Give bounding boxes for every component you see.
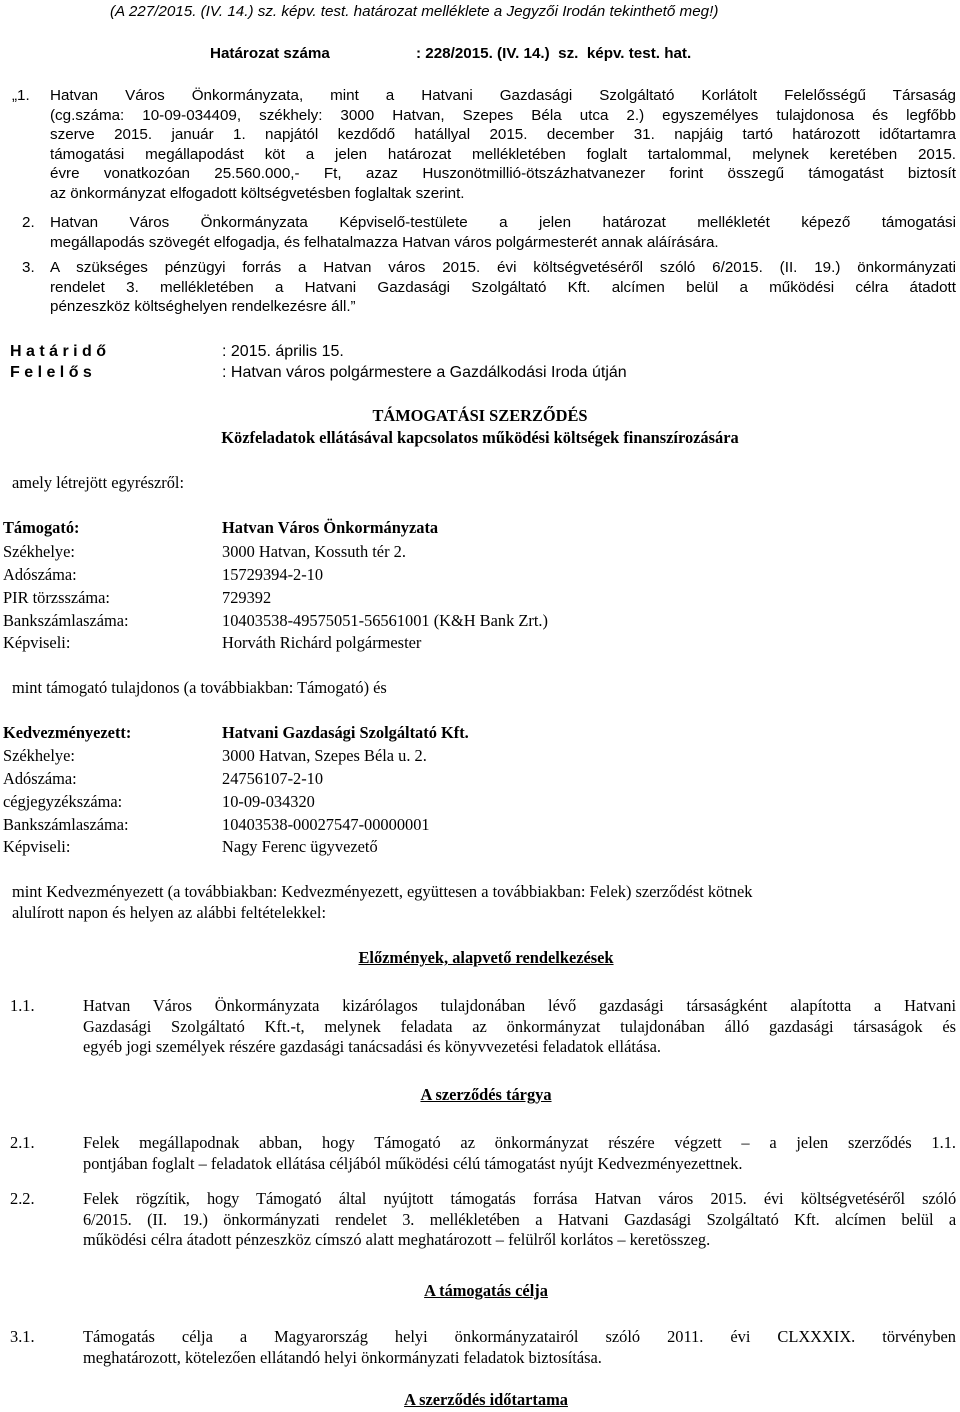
beneficiary-key: cégjegyzékszáma: — [3, 792, 123, 811]
point-text — [50, 86, 956, 204]
closing-line: mint Kedvezményezett (a továbbiakban: Kedvezményezett, együttesen a továbbiakban: Felek) szerződést kötnek — [12, 882, 753, 901]
clause-2-1 — [10, 1133, 956, 1177]
point-line: évre vonatkozóan 25.560.000,- Ft, azaz Huszonötmillió-ötszázhatvanezer forint összegű támogatást biztosít — [50, 165, 956, 183]
supporter-closing: mint támogató tulajdonos (a továbbiakban: Támogató) és — [12, 678, 387, 697]
resolution-point-1 — [12, 86, 956, 206]
clause-line: 6/2015. (II. 19.) önkormányzati rendelet 3. mellékletében a Hatvani Gazdasági Szolgáltató Kft. alcímen belül a — [83, 1209, 956, 1229]
contract-subtitle: Közfeladatok ellátásával kapcsolatos működési költségek finanszírozására — [221, 428, 739, 447]
clause-number: 2.2. — [10, 1189, 35, 1208]
beneficiary-value: 10403538-00027547-00000001 — [222, 815, 430, 834]
header-note: (A 227/2015. (IV. 14.) sz. képv. test. határozat melléklete a Jegyzői Irodán tekinthető meg!) — [110, 3, 719, 20]
supporter-key: Képviseli: — [3, 633, 71, 652]
clause-line: Támogatás célja a Magyarország helyi önkormányzatairól szóló 2011. évi CLXXXIX. törvényben — [83, 1327, 956, 1346]
responsible-value: : Hatvan város polgármestere a Gazdálkodási Iroda útján — [222, 364, 627, 381]
clause-3-1 — [10, 1327, 956, 1371]
contract-title: TÁMOGATÁSI SZERZŐDÉS — [372, 406, 588, 425]
supporter-value: 729392 — [222, 588, 272, 607]
section-heading: A támogatás célja — [424, 1281, 548, 1300]
closing-line: alulírott napon és helyen az alábbi feltételekkel: — [12, 902, 327, 922]
supporter-key: Bankszámlaszáma: — [3, 611, 129, 630]
point-line: A szükséges pénzügyi forrás a Hatvan város 2015. évi költségvetéséről szóló 6/2015. (II. 19.) önkormányzati — [50, 259, 956, 276]
clause-line: Felek megállapodnak abban, hogy Támogató az önkormányzat részére végzett – a jelen szerződés 1.1. — [83, 1133, 956, 1152]
supporter-value: Hatvan Város Önkormányzata — [222, 518, 439, 537]
supporter-key: Adószáma: — [3, 565, 77, 584]
point-text — [50, 213, 956, 252]
supporter-key: Székhelye: — [3, 542, 75, 561]
point-line: Hatvan Város Önkormányzata Képviselő-testülete a jelen határozat mellékletét képező támogatási — [50, 214, 956, 231]
supporter-key: PIR törzsszáma: — [3, 588, 110, 607]
beneficiary-value: 10-09-034320 — [222, 792, 315, 811]
resolution-label: Határozat száma — [210, 45, 330, 62]
clause-line: pontjában foglalt – feladatok ellátása céljából működési célú támogatást nyújt Kedvezményezettnek. — [83, 1153, 743, 1173]
point-line: (cg.száma: 10-09-034409, székhely: 3000 Hatvan, Szepes Béla utca 2.) egyszemélyes tulajdonosa és legfőbb — [50, 106, 956, 124]
clause-line: Felek rögzítik, hogy Támogató által nyújtott támogatás forrása Hatvan város 2015. évi költségvetéséről szóló — [83, 1189, 956, 1208]
beneficiary-key: Kedvezményezett: — [3, 723, 132, 742]
clause-text — [83, 996, 956, 1058]
point-line: Hatvan Város Önkormányzata, mint a Hatvani Gazdasági Szolgáltató Korlátolt Felelősségű Társaság — [50, 87, 956, 104]
clause-number: 3.1. — [10, 1327, 35, 1346]
beneficiary-key: Bankszámlaszáma: — [3, 815, 129, 834]
point-line: az önkormányzat elfogadott költségvetésben foglaltak szerint. — [50, 184, 465, 202]
point-number: 2. — [22, 214, 35, 231]
clause-text — [83, 1133, 956, 1174]
clause-number: 1.1. — [10, 996, 35, 1015]
supporter-value: 15729394-2-10 — [222, 565, 324, 584]
clause-line: egyéb jogi személyek részére gazdasági tanácsadási és könyvvezetési feladatok ellátása. — [83, 1037, 661, 1057]
deadline-label: H a t á r i d ő — [10, 343, 107, 360]
clause-text — [83, 1327, 956, 1368]
beneficiary-value: Nagy Ferenc ügyvezető — [222, 837, 378, 856]
beneficiary-value: Hatvani Gazdasági Szolgáltató Kft. — [222, 723, 469, 742]
section-heading: A szerződés időtartama — [404, 1390, 568, 1409]
point-line: támogatási megállapodást köt a jelen határozat mellékletében foglalt tartalommal, melynek keretében 2015. — [50, 145, 956, 163]
supporter-value: 10403538-49575051-56561001 (K&H Bank Zrt.) — [222, 611, 548, 630]
beneficiary-closing — [12, 882, 912, 923]
clause-text — [83, 1189, 956, 1251]
clause-1-1 — [10, 996, 956, 1062]
point-line: rendelet 3. mellékletében a Hatvani Gazdasági Szolgáltató Kft. alcímen belül a működési célra átadott — [50, 278, 956, 296]
beneficiary-key: Képviseli: — [3, 837, 71, 856]
supporter-key: Támogató: — [3, 518, 80, 537]
responsible-label: F e l e l ő s — [10, 364, 92, 381]
section-heading: Előzmények, alapvető rendelkezések — [358, 948, 614, 967]
point-line: megállapodás szövegét elfogadja, és felhatalmazza Hatvan város polgármesterét annak aláírására. — [50, 233, 719, 251]
contract-intro: amely létrejött egyrészről: — [12, 473, 185, 492]
resolution-point-3 — [22, 258, 956, 318]
section-heading: A szerződés tárgya — [420, 1085, 552, 1104]
supporter-value: 3000 Hatvan, Kossuth tér 2. — [222, 542, 406, 561]
clause-number: 2.1. — [10, 1133, 35, 1152]
clause-line: meghatározott, kötelezően ellátandó helyi önkormányzati feladatok biztosítása. — [83, 1347, 602, 1367]
point-line: pénzeszköz költséghelyen rendelkezésre áll.” — [50, 298, 356, 316]
resolution-number: : 228/2015. (IV. 14.) sz. képv. test. hat. — [416, 45, 692, 62]
clause-line: Hatvan Város Önkormányzata kizárólagos tulajdonában lévő gazdasági társaságként alapította a Hatvani — [83, 996, 956, 1015]
clause-2-2 — [10, 1189, 956, 1255]
clause-line: működési célra átadott pénzeszköz címszó alatt meghatározott – felülről korlátos – keretösszeg. — [83, 1230, 711, 1250]
beneficiary-value: 3000 Hatvan, Szepes Béla u. 2. — [222, 746, 427, 765]
beneficiary-key: Székhelye: — [3, 746, 75, 765]
beneficiary-key: Adószáma: — [3, 769, 77, 788]
supporter-value: Horváth Richárd polgármester — [222, 633, 422, 652]
resolution-point-2 — [22, 213, 956, 253]
point-number: „1. — [12, 87, 30, 104]
deadline-value: : 2015. április 15. — [222, 343, 344, 360]
beneficiary-value: 24756107-2-10 — [222, 769, 324, 788]
clause-line: Gazdasági Szolgáltató Kft.-t, melynek feladata az önkormányzat tulajdonában álló gazdasági társaságok és — [83, 1016, 956, 1036]
point-text — [50, 258, 956, 317]
point-number: 3. — [22, 259, 35, 276]
point-line: szerve 2015. január 1. napjától kezdődő hatállyal 2015. december 31. napjáig tartó határozott időtartamra — [50, 126, 956, 144]
